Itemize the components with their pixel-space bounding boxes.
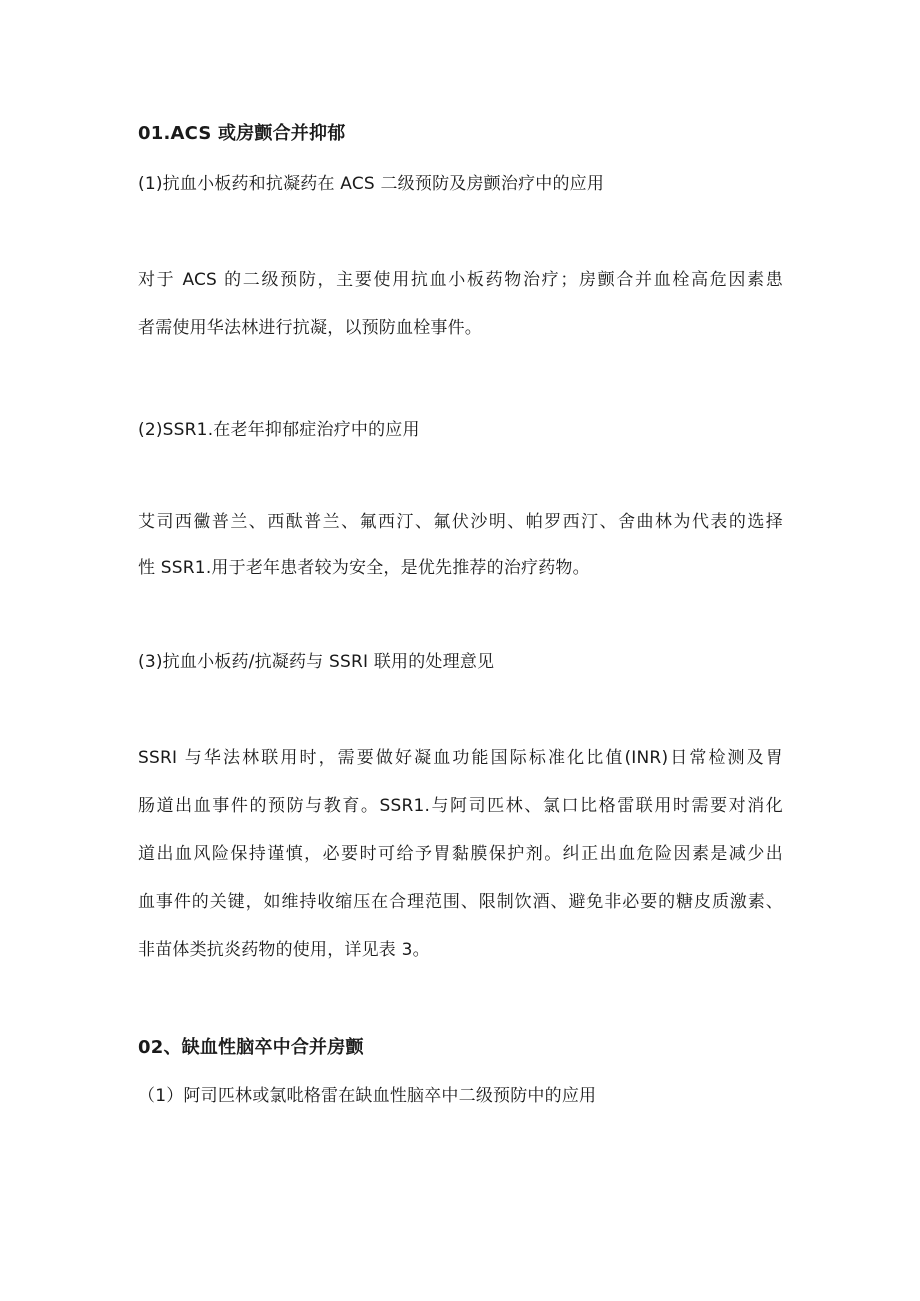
section1-sub3-line-4: 血事件的关键，如维持收缩压在合理范围、限制饮酒、避免非必要的糖皮质激素、	[138, 892, 783, 912]
section1-sub3-line-1: SSRI 与华法林联用时，需要做好凝血功能国际标准化比值(INR)日常检测及胃	[138, 748, 783, 768]
section1-sub3-line-3: 道出血风险保持谨慎，必要时可给予胃黏膜保护剂。纠正出血危险因素是减少出	[138, 844, 783, 864]
section1-sub3-line-5: 非苗体类抗炎药物的使用，详见表 3。	[138, 940, 430, 960]
section1-sub1-title: (1)抗血小板药和抗凝药在 ACS 二级预防及房颤治疗中的应用	[138, 174, 605, 194]
section1-sub3-line-2: 肠道出血事件的预防与教育。SSR1.与阿司匹林、氯口比格雷联用时需要对消化	[138, 796, 783, 816]
section1-sub2-title: (2)SSR1.在老年抑郁症治疗中的应用	[138, 420, 420, 440]
section1-sub3-title: (3)抗血小板药/抗凝药与 SSRI 联用的处理意见	[138, 652, 495, 672]
section1-sub1-line-2: 者需使用华法林进行抗凝，以预防血栓事件。	[138, 318, 482, 338]
section2-heading: 02、缺血性脑卒中合并房颤	[138, 1037, 364, 1058]
section1-sub2-line-1: 艾司西黴普兰、西酞普兰、氟西汀、氟伏沙明、帕罗西汀、舍曲林为代表的选择	[138, 512, 783, 532]
section1-heading: 01.ACS 或房颤合并抑郁	[138, 123, 346, 144]
section1-sub1-line-1: 对于 ACS 的二级预防，主要使用抗血小板药物治疗；房颤合并血栓高危因素患	[138, 270, 783, 290]
section2-sub1-title: （1）阿司匹林或氯吡格雷在缺血性脑卒中二级预防中的应用	[138, 1086, 597, 1106]
section1-sub2-line-2: 性 SSR1.用于老年患者较为安全，是优先推荐的治疗药物。	[138, 558, 590, 578]
